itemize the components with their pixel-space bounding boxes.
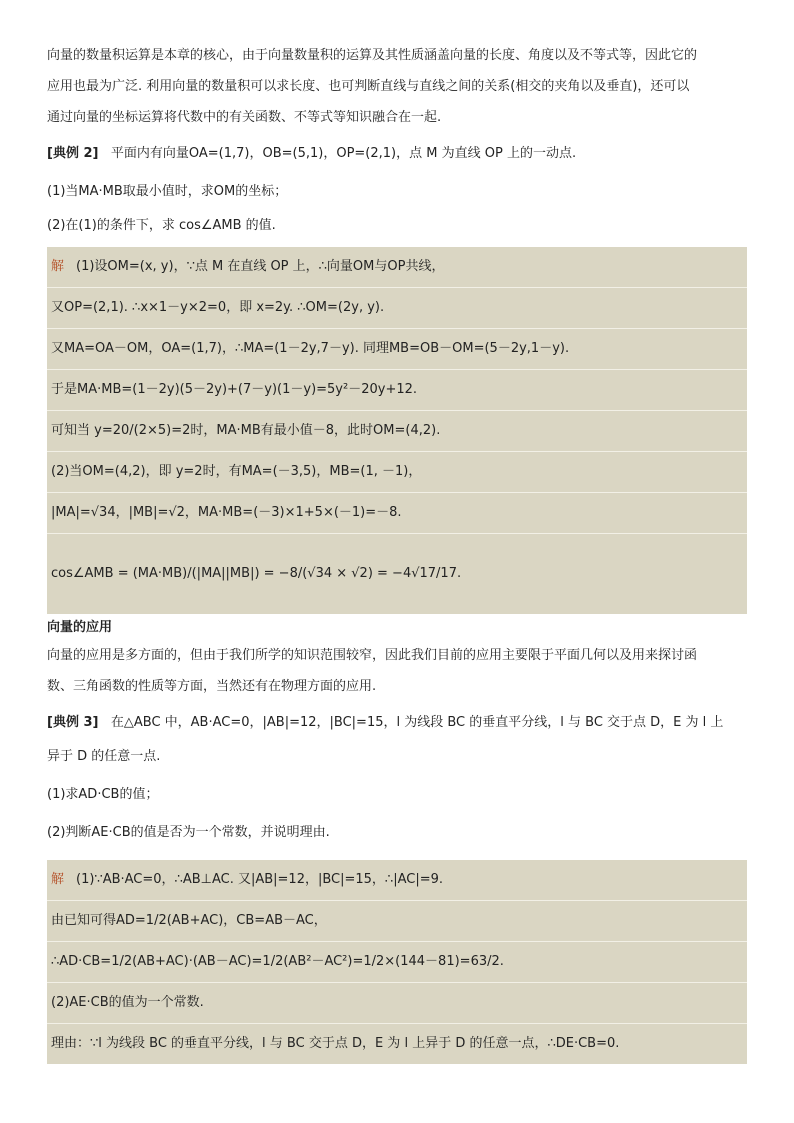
example-3-label: [典例 3] bbox=[47, 715, 99, 730]
solution-3-row: (2)AE·CB的值为一个常数. bbox=[47, 983, 747, 1024]
section-line: 数、三角函数的性质等方面，当然还有在物理方面的应用. bbox=[47, 679, 377, 694]
example-3-stem bbox=[47, 706, 747, 740]
intro-line: 通过向量的坐标运算将代数中的有关函数、不等式等知识融合在一起. bbox=[47, 110, 442, 125]
solution-3-row: 理由：∵l 为线段 BC 的垂直平分线，l 与 BC 交于点 D，E 为 l 上异于 D 的任意一点，∴DE·CB=0. bbox=[51, 1036, 620, 1051]
example-3-question-1: (1)求AD·CB的值； bbox=[47, 787, 159, 802]
solution-2-row: cos∠AMB = (MA·MB)/(|MA||MB|) = −8/(√34 × √2) = −4√17/17. bbox=[51, 566, 462, 581]
section-paragraph bbox=[47, 640, 747, 702]
example-3-stem-cont: 异于 D 的任意一点. bbox=[47, 749, 161, 764]
solution-3-label: 解 bbox=[51, 872, 65, 887]
solution-2-row: (2)当OM=(4,2)，即 y=2时，有MA=(－3,5)，MB=(1, －1)， bbox=[47, 452, 747, 493]
example-3-question-2: (2)判断AE·CB的值是否为一个常数，并说明理由. bbox=[47, 825, 330, 840]
document-page bbox=[47, 40, 747, 1064]
solution-2-row: 又MA=OA－OM，OA=(1,7)，∴MA=(1－2y,7－y). 同理MB=OB－OM=(5－2y,1－y). bbox=[47, 329, 747, 370]
solution-3-box bbox=[47, 860, 747, 1064]
solution-3-row: 由已知可得AD=1/2(AB+AC)，CB=AB－AC， bbox=[47, 901, 747, 942]
example-2-stem bbox=[47, 137, 747, 171]
example-3 bbox=[47, 706, 747, 850]
intro-line: 应用也最为广泛. 利用向量的数量积可以求长度、也可判断直线与直线之间的关系(相交的夹角以及垂直)，还可以 bbox=[47, 79, 690, 94]
intro-paragraph bbox=[47, 40, 747, 133]
example-2-stem-text: 平面内有向量OA=(1,7)，OB=(5,1)，OP=(2,1)，点 M 为直线 OP 上的一动点. bbox=[110, 146, 577, 161]
example-2 bbox=[47, 137, 747, 243]
solution-3-row: 解 (1)∵AB·AC=0，∴AB⊥AC. 又|AB|=12，|BC|=15，∴|AC|=9. bbox=[47, 860, 747, 901]
example-2-question-2: (2)在(1)的条件下，求 cos∠AMB 的值. bbox=[47, 218, 276, 233]
solution-2-row: 又OP=(2,1). ∴x×1－y×2=0，即 x=2y. ∴OM=(2y, y). bbox=[47, 288, 747, 329]
solution-2-box bbox=[47, 247, 747, 614]
intro-line: 向量的数量积运算是本章的核心，由于向量数量积的运算及其性质涵盖向量的长度、角度以及不等式等，因此它的 bbox=[47, 48, 698, 63]
solution-2-row: |MA|=√34，|MB|=√2，MA·MB=(－3)×1+5×(－1)=－8. bbox=[47, 493, 747, 534]
solution-2-row: 于是MA·MB=(1－2y)(5－2y)+(7－y)(1－y)=5y²－20y+12. bbox=[47, 370, 747, 411]
solution-2-label: 解 bbox=[51, 259, 65, 274]
solution-2-row: 解 (1)设OM=(x, y)，∵点 M 在直线 OP 上，∴向量OM与OP共线， bbox=[47, 247, 747, 288]
example-3-stem-text: 在△ABC 中，AB·AC=0，|AB|=12，|BC|=15，l 为线段 BC 的垂直平分线，l 与 BC 交于点 D，E 为 l 上 bbox=[110, 715, 724, 730]
section-heading: 向量的应用 bbox=[47, 620, 113, 635]
example-2-label: [典例 2] bbox=[47, 146, 99, 161]
solution-2-row: 可知当 y=20/(2×5)=2时，MA·MB有最小值－8，此时OM=(4,2). bbox=[47, 411, 747, 452]
section-line: 向量的应用是多方面的，但由于我们所学的知识范围较窄，因此我们目前的应用主要限于平面几何以及用来探讨函 bbox=[47, 648, 698, 663]
solution-3-row: ∴AD·CB=1/2(AB+AC)·(AB－AC)=1/2(AB²－AC²)=1/2×(144－81)=63/2. bbox=[47, 942, 747, 983]
example-2-question-1: (1)当MA·MB取最小值时，求OM的坐标； bbox=[47, 184, 288, 199]
